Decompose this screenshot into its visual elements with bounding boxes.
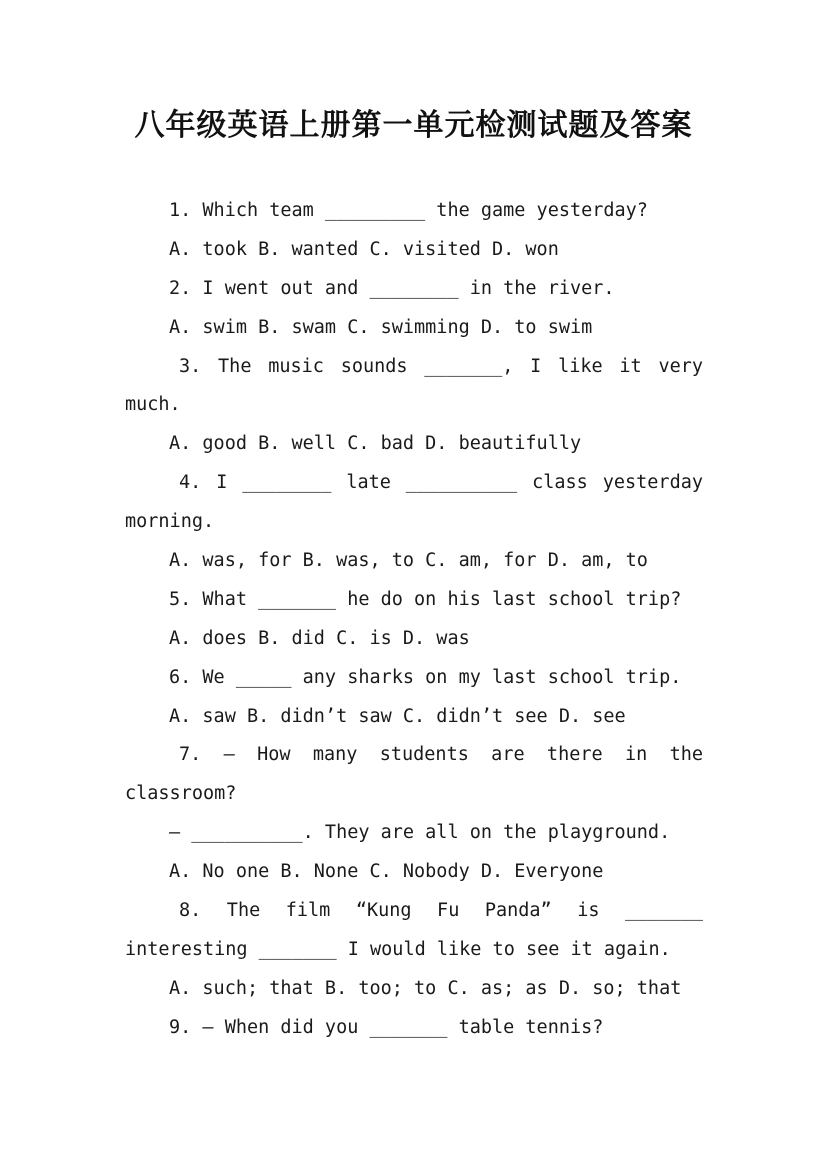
options-3: A. good B. well C. bad D. beautifully	[169, 433, 582, 455]
options-6: A. saw B. didn’t saw C. didn’t see D. see	[169, 705, 626, 727]
question-3: 3. The music sounds _______, I like it very	[179, 355, 703, 377]
options-2: A. swim B. swam C. swimming D. to swim	[169, 316, 593, 338]
question-2: 2. I went out and ________ in the river.	[169, 277, 615, 299]
question-1: 1. Which team _________ the game yesterday?	[169, 200, 648, 221]
question-7-continued: classroom?	[125, 783, 237, 805]
question-4-continued: morning.	[125, 511, 215, 533]
document-title: 八年级英语上册第一单元检测试题及答案	[134, 108, 693, 143]
question-7-reply: — __________. They are all on the playground.	[169, 822, 671, 844]
document-body	[125, 192, 703, 1048]
question-8-continued: interesting _______ I would like to see it again.	[125, 938, 671, 960]
question-8: 8. The film “Kung Fu Panda” is _______	[179, 900, 703, 922]
options-8: A. such; that B. too; to C. as; as D. so; that	[169, 977, 682, 999]
options-4: A. was, for B. was, to C. am, for D. am, to	[169, 550, 648, 572]
question-5: 5. What _______ he do on his last school trip?	[169, 588, 682, 610]
options-5: A. does B. did C. is D. was	[169, 627, 470, 649]
options-7: A. No one B. None C. Nobody D. Everyone	[169, 861, 604, 883]
question-4: 4. I ________ late __________ class yesterday	[179, 472, 703, 494]
question-3-continued: much.	[125, 394, 181, 416]
question-6: 6. We _____ any sharks on my last school trip.	[169, 666, 682, 688]
options-1: A. took B. wanted C. visited D. won	[169, 238, 559, 260]
question-9: 9. — When did you _______ table tennis?	[169, 1016, 604, 1038]
question-7: 7. — How many students are there in the	[179, 744, 703, 766]
